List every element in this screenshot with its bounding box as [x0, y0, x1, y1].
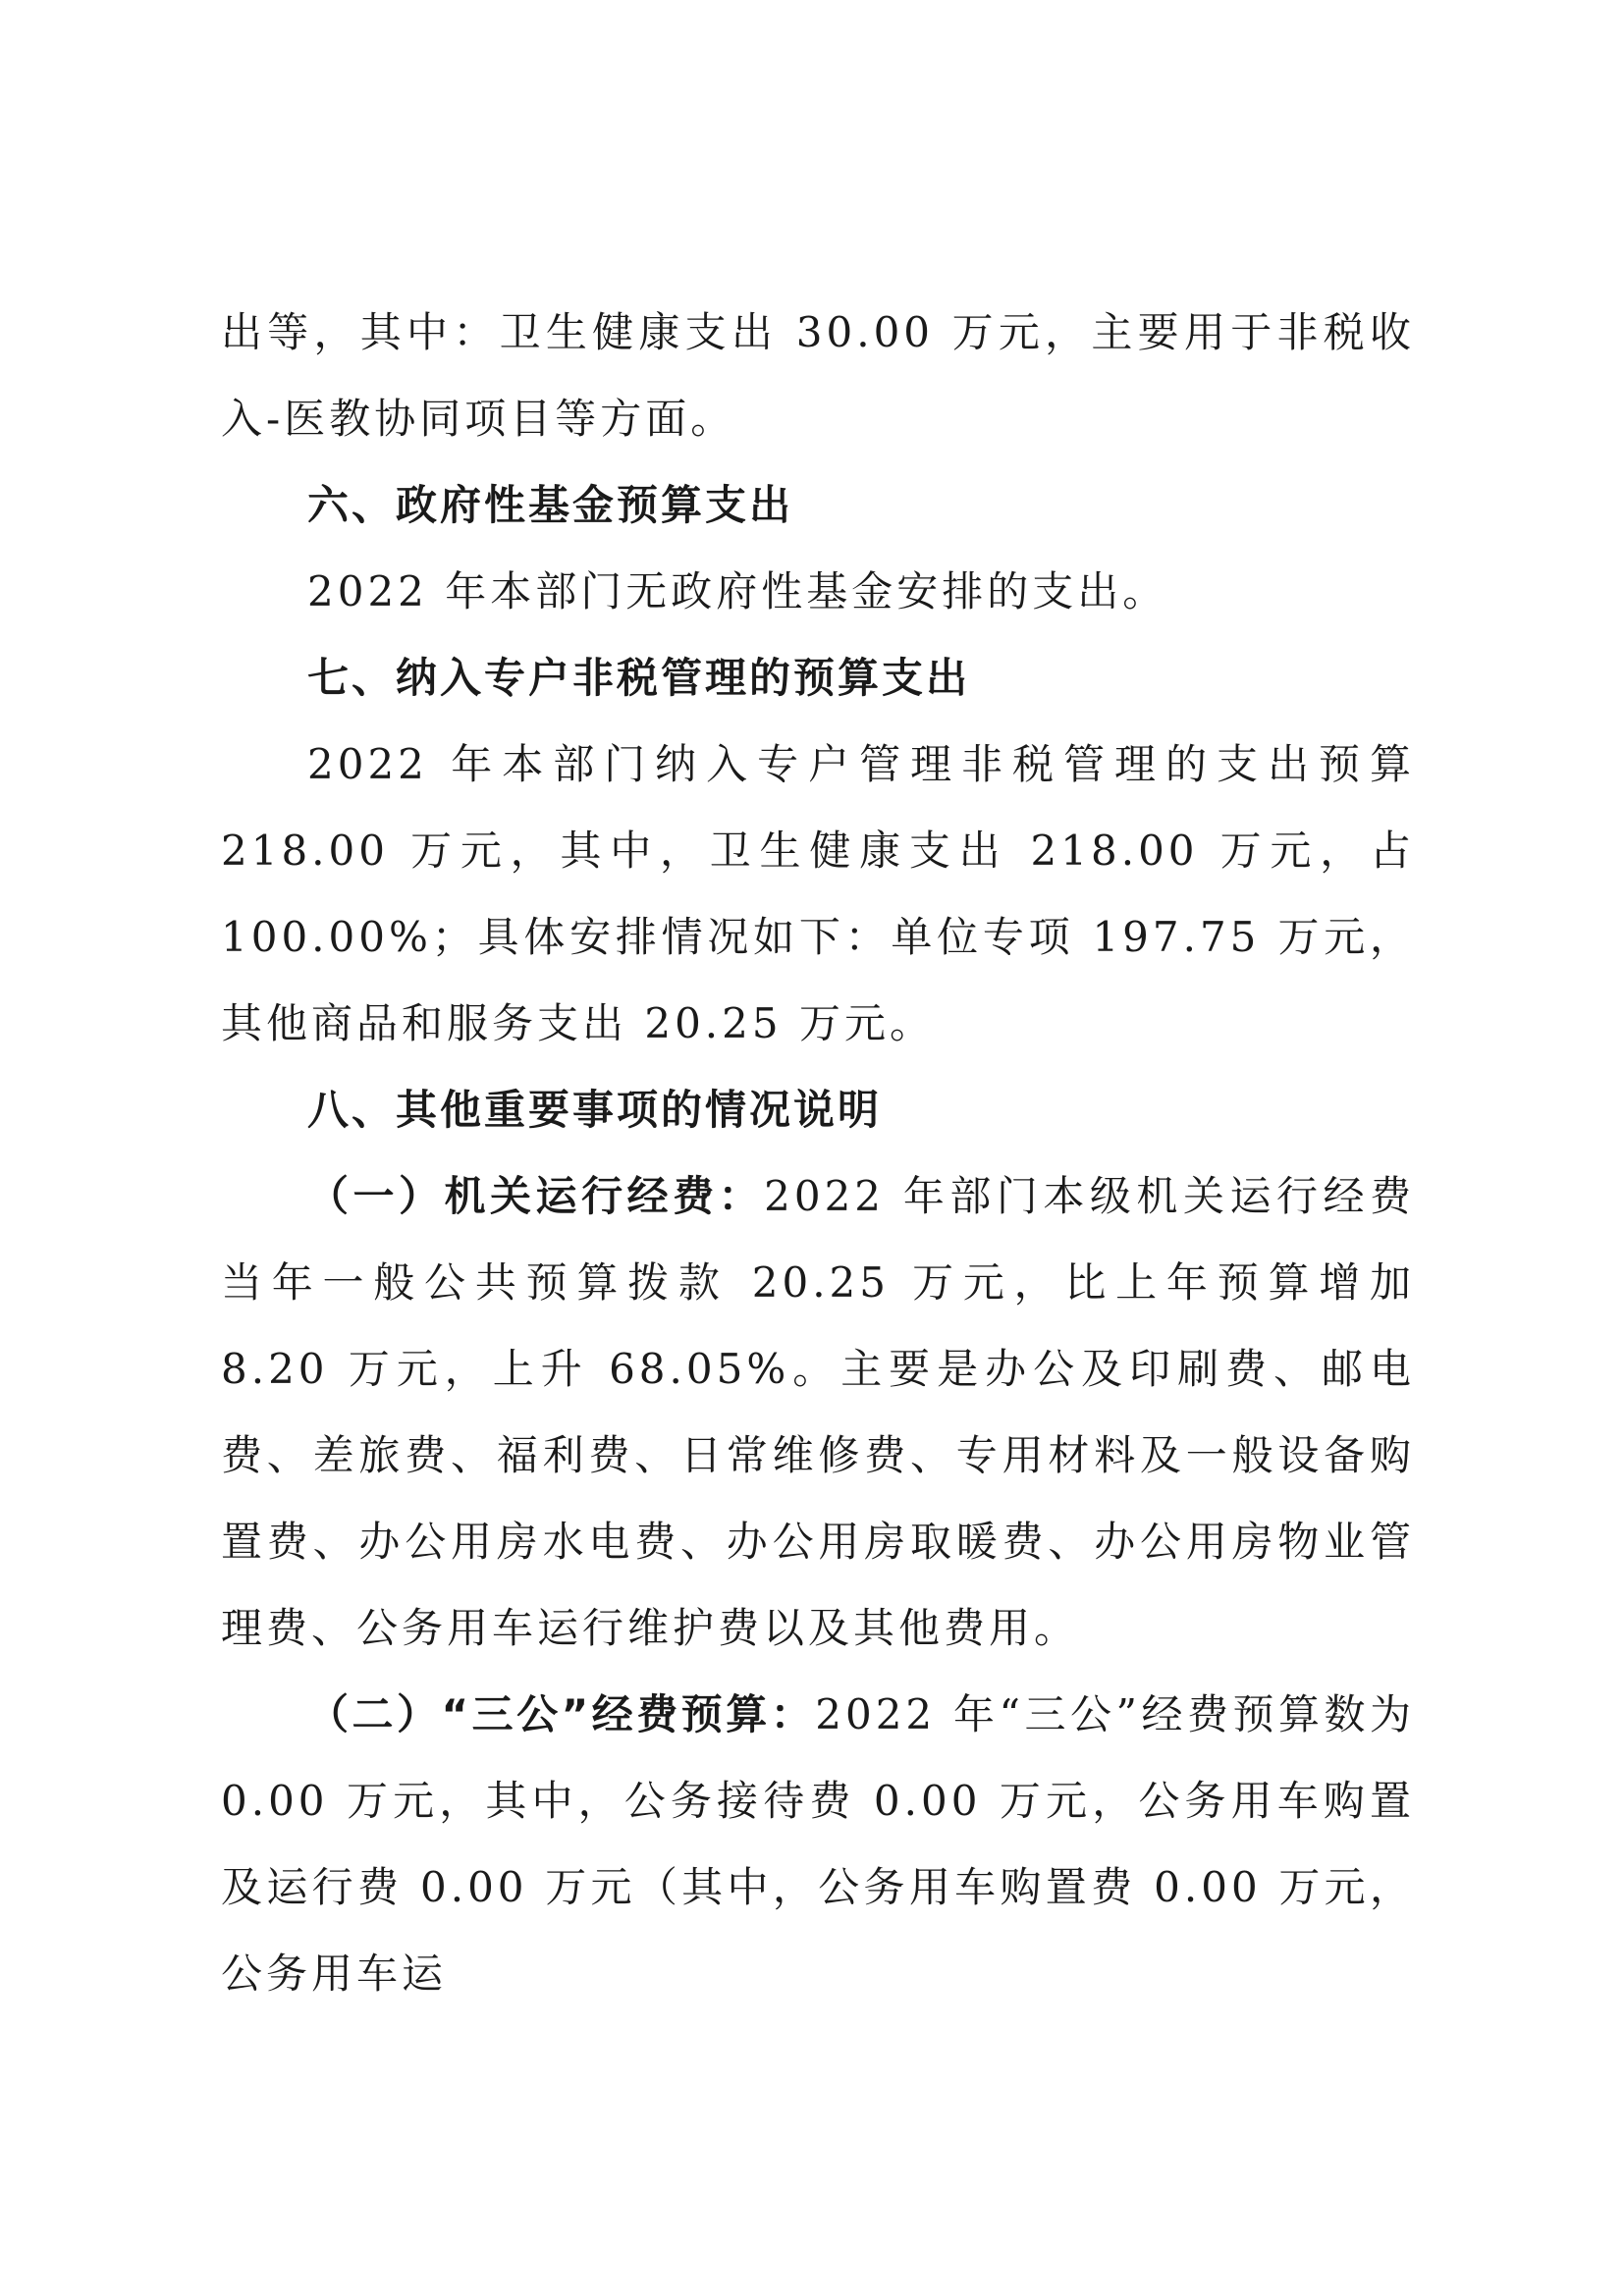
paragraph-government-fund: 2022 年本部门无政府性基金安排的支出。 — [307, 567, 1168, 615]
section-heading-8: 八、其他重要事项的情况说明 — [307, 1086, 883, 1134]
paragraph-continuation: 出等，其中：卫生健康支出 30.00 万元，主要用于非税收入-医教协同项目等方面。 — [221, 308, 1415, 443]
section-heading-6: 六、政府性基金预算支出 — [307, 481, 794, 529]
paragraph-three-public-expenses — [221, 1672, 1415, 2017]
document-page — [221, 290, 1415, 2017]
section-heading-7: 七、纳入专户非税管理的预算支出 — [307, 654, 971, 702]
subheading-three-public-expenses: （二）“三公”经费预算： — [307, 1690, 816, 1738]
paragraph-operating-expenses — [221, 1153, 1415, 1672]
three-public-expenses-text: 2022 年“三公”经费预算数为 0.00 万元，其中，公务接待费 0.00 万元，公务用车购置及运行费 0.00 万元（其中，公务用车购置费 0.00 万元，公务用车运 — [221, 1690, 1415, 1998]
operating-expenses-text: 2022 年部门本级机关运行经费当年一般公共预算拨款 20.25 万元，比上年预算增加 8.20 万元，上升 68.05%。主要是办公及印刷费、邮电费、差旅费、福利费、日常维修费、专用材料及一般设备购置费、办公用房水电费、办公用房取暖费、办公用房物业管理费、公务用车运行维护费以及其他费用。 — [221, 1172, 1415, 1652]
paragraph-special-account: 2022 年本部门纳入专户管理非税管理的支出预算 218.00 万元，其中，卫生健康支出 218.00 万元，占 100.00%；具体安排情况如下：单位专项 197.75 万元，其他商品和服务支出 20.25 万元。 — [221, 740, 1415, 1047]
subheading-operating-expenses: （一）机关运行经费： — [307, 1172, 765, 1220]
